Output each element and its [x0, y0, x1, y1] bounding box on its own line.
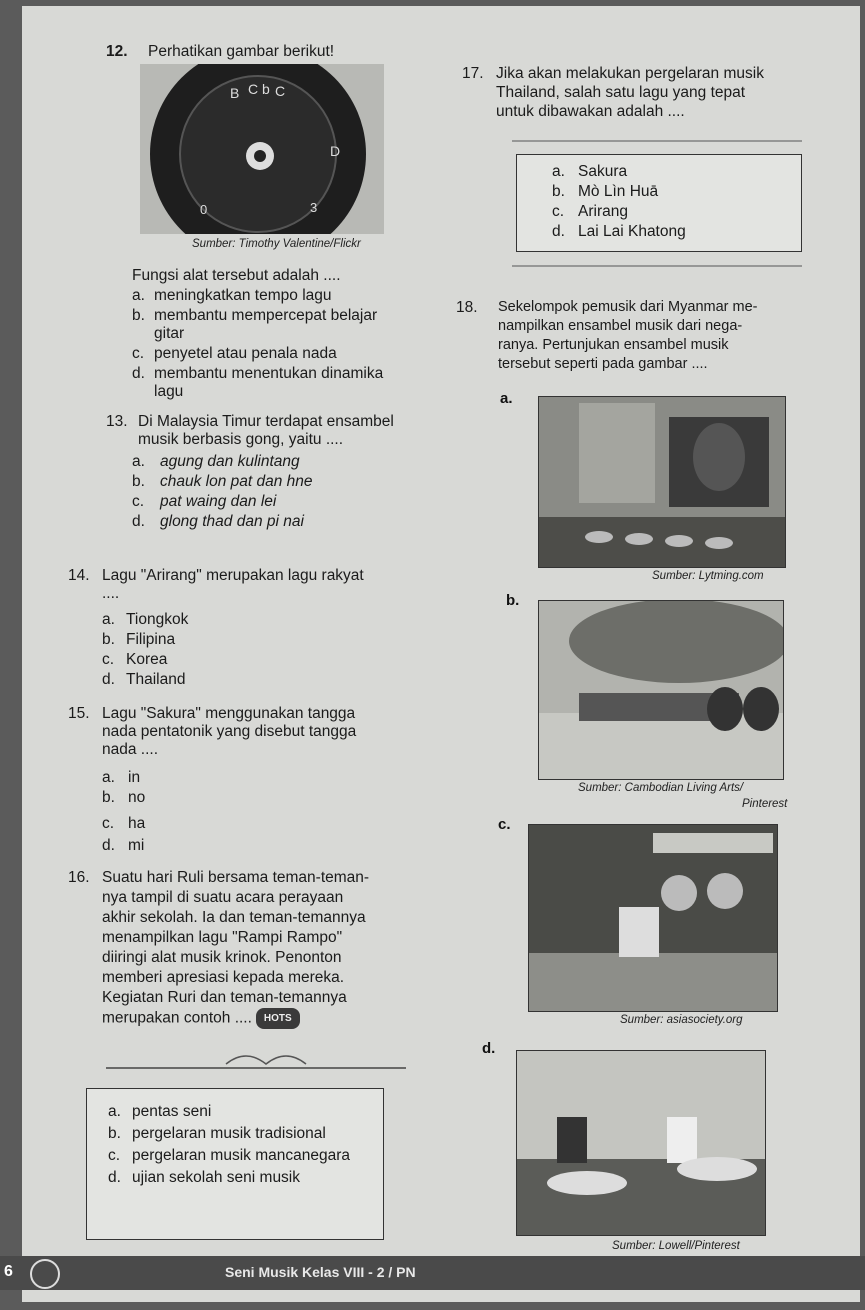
thai-ensemble-image — [517, 1051, 765, 1235]
q13-option-d[interactable]: d. glong thad dan pi nai — [132, 513, 304, 530]
q16-line-4: menampilkan lagu "Rampi Rampo" — [102, 929, 343, 946]
question-14-stem: Lagu "Arirang" merupakan lagu rakyat — [102, 567, 364, 584]
q16-line-1: Suatu hari Ruli bersama teman-teman- — [102, 869, 370, 886]
q12-option-c[interactable]: c. penyetel atau penala nada — [132, 345, 337, 362]
question-12-number: 12. — [106, 43, 128, 60]
question-15-number: 15. — [68, 705, 90, 722]
question-13-stem-cont: musik berbasis gong, yaitu .... — [138, 431, 344, 448]
q12-option-d[interactable]: d. membantu menentukan dinamika — [132, 365, 384, 382]
question-15-stem-cont2: nada .... — [102, 741, 159, 758]
worksheet-page — [22, 6, 860, 1302]
question-16-stem — [102, 868, 432, 1028]
question-17-number: 17. — [462, 65, 484, 82]
q12-option-b-cont: gitar — [154, 325, 185, 342]
hots-badge: HOTS — [256, 1008, 300, 1029]
svg-text:D: D — [330, 143, 341, 159]
tempo-gauge-photo — [140, 64, 384, 234]
photo-b-source-cont: Pinterest — [742, 798, 788, 810]
q13-option-a[interactable]: a. agung dan kulintang — [132, 453, 300, 470]
q17-option-d[interactable]: d. Lai Lai Khatong — [552, 223, 686, 240]
figure-12-source: Sumber: Timothy Valentine/Flickr — [192, 238, 361, 250]
question-17-stem — [496, 64, 836, 121]
q18-option-c-photo[interactable] — [528, 824, 778, 1012]
q12-option-a[interactable]: a. meningkatkan tempo lagu — [132, 287, 332, 304]
q14-option-b[interactable]: b. Filipina — [102, 631, 176, 648]
svg-text:0: 0 — [200, 202, 208, 217]
question-13-number: 13. — [106, 413, 128, 430]
q16-option-a[interactable]: a. pentas seni — [108, 1103, 212, 1120]
q18-option-b-label[interactable]: b. — [506, 592, 520, 609]
myanmar-ensemble-image — [539, 397, 785, 567]
question-12-stem: Perhatikan gambar berikut! — [148, 43, 335, 60]
decorative-line-top — [512, 134, 802, 148]
q18-option-d-label[interactable]: d. — [482, 1040, 496, 1057]
q17-line-2: Thailand, salah satu lagu yang tepat — [496, 84, 746, 101]
q15-option-d[interactable]: d. mi — [102, 837, 145, 854]
q13-option-b[interactable]: b. chauk lon pat dan hne — [132, 473, 313, 490]
tempo-gauge-image — [140, 64, 384, 234]
page-circle-icon — [30, 1259, 60, 1289]
decorative-ornament — [106, 1046, 406, 1074]
question-15-stem-cont: nada pentatonik yang disebut tangga — [102, 723, 357, 740]
q16-line-6: memberi apresiasi kepada mereka. — [102, 969, 345, 986]
q16-option-b[interactable]: b. pergelaran musik tradisional — [108, 1125, 326, 1142]
svg-text:B: B — [230, 85, 240, 101]
q14-option-a[interactable]: a. Tiongkok — [102, 611, 189, 628]
question-13-stem: Di Malaysia Timur terdapat ensambel — [138, 413, 394, 430]
photo-c-source: Sumber: asiasociety.org — [620, 1014, 743, 1026]
decorative-line-bottom — [512, 258, 802, 274]
q15-option-b[interactable]: b. no — [102, 789, 146, 806]
asian-ensemble-image — [529, 825, 777, 1011]
q18-option-c-label[interactable]: c. — [498, 816, 511, 833]
q17-option-b[interactable]: b. Mò Lìn Huā — [552, 183, 659, 200]
question-16-number: 16. — [68, 869, 90, 886]
question-18-number: 18. — [456, 299, 478, 316]
cambodian-ensemble-image — [539, 601, 783, 779]
svg-text:b: b — [262, 81, 270, 97]
page-footer — [0, 1256, 865, 1290]
q17-line-1: Jika akan melakukan pergelaran musik — [496, 65, 764, 82]
svg-text:C: C — [275, 83, 286, 99]
q18-line-1: Sekelompok pemusik dari Myanmar me- — [498, 299, 758, 315]
q16-option-d[interactable]: d. ujian sekolah seni musik — [108, 1169, 301, 1186]
q18-line-3: ranya. Pertunjukan ensambel musik — [498, 337, 729, 353]
question-15-stem: Lagu "Sakura" menggunakan tangga — [102, 705, 356, 722]
svg-text:C: C — [248, 81, 259, 97]
q16-line-8: merupakan contoh .... HOTS — [102, 1008, 432, 1028]
question-18-stem — [498, 298, 838, 374]
page-number: 6 — [4, 1263, 13, 1280]
question-12-prompt: Fungsi alat tersebut adalah .... — [132, 267, 341, 284]
q13-option-c[interactable]: c. pat waing dan lei — [132, 493, 277, 510]
q17-option-c[interactable]: c. Arirang — [552, 203, 628, 220]
q12-option-b[interactable]: b. membantu mempercepat belajar — [132, 307, 378, 324]
q18-line-2: nampilkan ensambel musik dari nega- — [498, 318, 743, 334]
q17-line-3: untuk dibawakan adalah .... — [496, 103, 685, 120]
photo-d-source: Sumber: Lowell/Pinterest — [612, 1240, 740, 1252]
q14-option-c[interactable]: c. Korea — [102, 651, 168, 668]
q16-line-2: nya tampil di suatu acara perayaan — [102, 889, 344, 906]
q18-option-a-label[interactable]: a. — [500, 390, 513, 407]
book-title: Seni Musik Kelas VIII - 2 / PN — [225, 1264, 416, 1280]
q17-option-a[interactable]: a. Sakura — [552, 163, 628, 180]
q12-option-d-cont: lagu — [154, 383, 184, 400]
photo-b-source: Sumber: Cambodian Living Arts/ — [578, 782, 744, 794]
q15-option-c[interactable]: c. ha — [102, 815, 146, 832]
q14-option-d[interactable]: d. Thailand — [102, 671, 186, 688]
question-14-number: 14. — [68, 567, 90, 584]
q18-option-d-photo[interactable] — [516, 1050, 766, 1236]
q18-option-a-photo[interactable] — [538, 396, 786, 568]
q18-line-4: tersebut seperti pada gambar .... — [498, 356, 708, 372]
q16-line-5: diiringi alat musik krinok. Penonton — [102, 949, 342, 966]
q16-option-c[interactable]: c. pergelaran musik mancanegara — [108, 1147, 350, 1164]
q16-line-3: akhir sekolah. Ia dan teman-temannya — [102, 909, 366, 926]
q16-line-7: Kegiatan Ruri dan teman-temannya — [102, 989, 347, 1006]
question-14-stem-cont: .... — [102, 585, 120, 602]
q15-option-a[interactable]: a. in — [102, 769, 141, 786]
photo-a-source: Sumber: Lytming.com — [652, 570, 764, 582]
q18-option-b-photo[interactable] — [538, 600, 784, 780]
svg-text:3: 3 — [310, 200, 318, 215]
